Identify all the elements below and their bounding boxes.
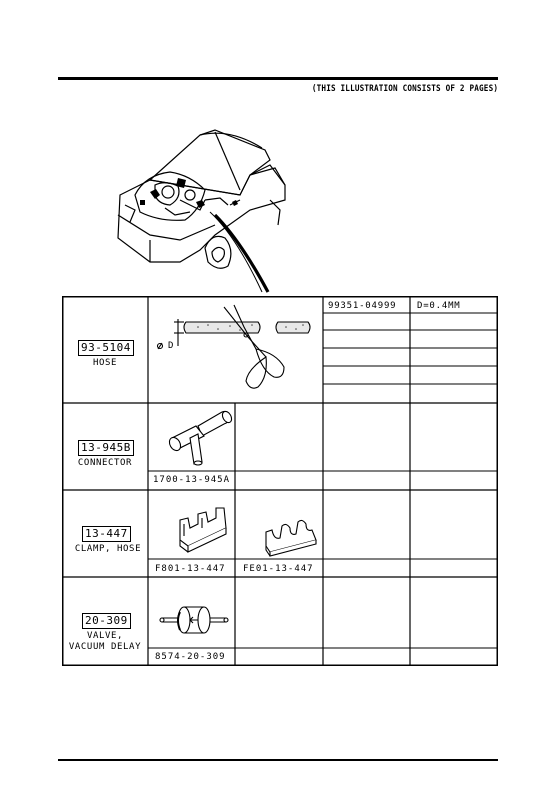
connector-illustration	[150, 404, 236, 474]
bottom-rule	[58, 759, 498, 761]
clamp-variant-2: FE01-13-447	[243, 564, 314, 574]
valve-variant-1: 8574-20-309	[155, 652, 226, 662]
part-name-hose: HOSE	[92, 358, 118, 368]
part-name-clamp: CLAMP, HOSE	[74, 544, 142, 554]
part-name-valve-line-2: VACUUM DELAY	[68, 642, 142, 652]
part-number-valve: 20-309	[82, 613, 131, 629]
part-number-hose: 93-5104	[78, 340, 134, 356]
car-engine-bay-illustration	[0, 0, 556, 300]
valve-illustration	[150, 590, 236, 648]
spec-value: D=0.4MM	[417, 301, 461, 311]
spec-code: 99351-04999	[328, 301, 397, 311]
illustration-note: (THIS ILLUSTRATION CONSISTS OF 2 PAGES)	[311, 84, 498, 94]
part-name-connector: CONNECTOR	[77, 458, 133, 468]
clamp-illustration-2	[258, 510, 324, 562]
part-name-valve-line-1: VALVE,	[86, 631, 124, 641]
clamp-illustration-1	[170, 500, 236, 562]
connector-variant-1: 1700-13-945A	[153, 475, 231, 485]
clamp-variant-1: F801-13-447	[155, 564, 226, 574]
dimension-label-d: D	[168, 341, 175, 351]
part-number-connector: 13-945B	[78, 440, 134, 456]
part-number-clamp: 13-447	[82, 526, 131, 542]
